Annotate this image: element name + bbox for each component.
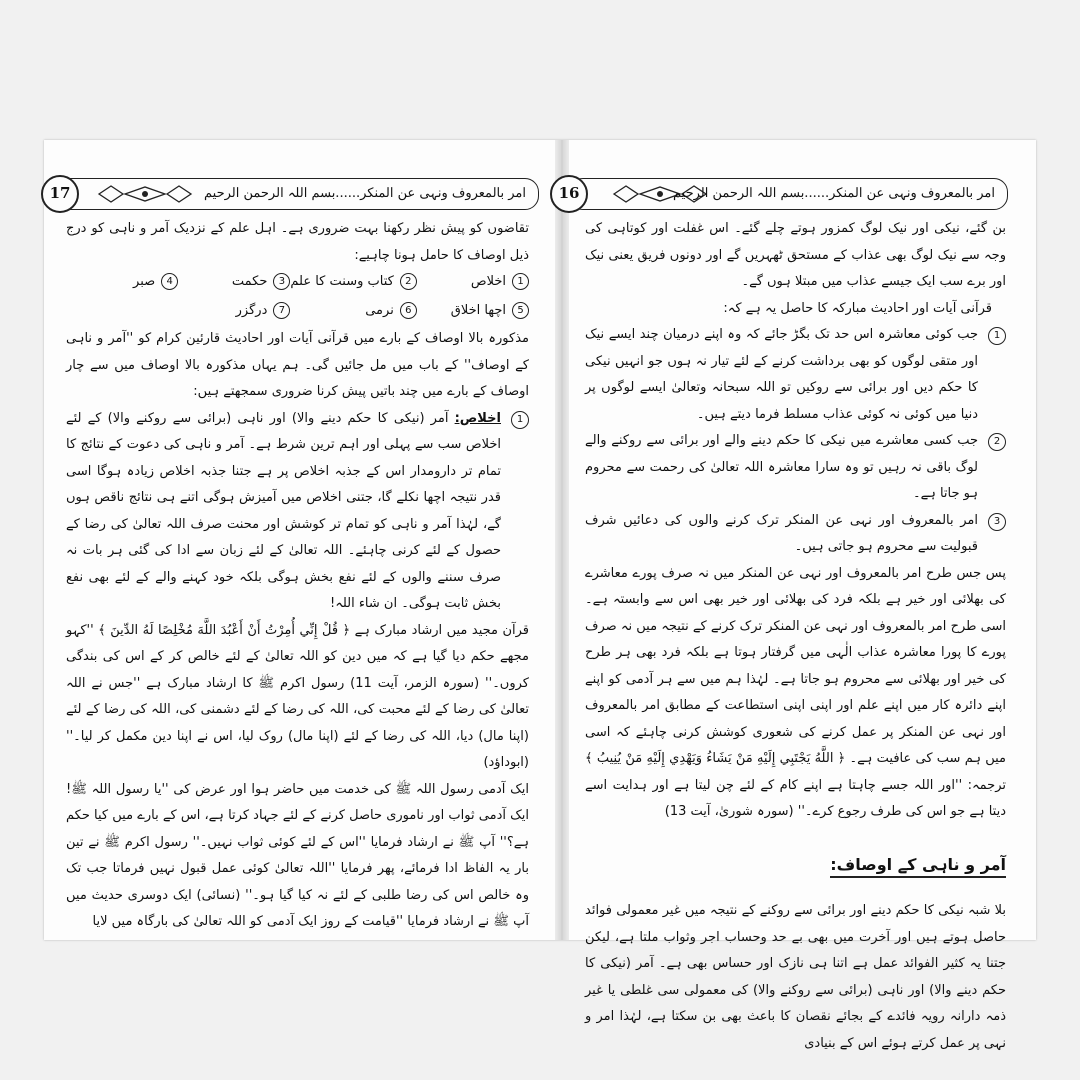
numbered-item (585, 322, 1006, 428)
header-title: امر بالمعروف ونہی عن المنکر......بسم اللہ الرحمن الرحیم (204, 186, 526, 201)
numbered-item (585, 508, 1006, 561)
numbered-item (66, 406, 529, 618)
summary-text: قرآنی آیات اور احادیث مبارکہ کا حاصل یہ ہے کہ: (723, 300, 992, 316)
item-number: 1 (511, 411, 529, 429)
paragraph: بلا شبہ نیکی کا حکم دینے اور برائی سے روکنے کے نتیجہ میں غیر معمولی فوائد حاصل ہوتے ہیں اور آخرت میں بھی بے حد وحساب اجر وثواب ملتا ہے، لیکن جتنا یہ کثیر الفوائد عمل ہے اتنا ہی نازک اور حساس بھی ہے۔ آمر (نیکی کا حکم دینے والا) اور ناہی (برائی سے روکنے والا) کی معمولی سی غلطی یا غیر ذمہ دارانہ رویہ فائدے کے بجائے نقصان کا باعث بھی بن سکتا ہے، لہٰذا امر و نہی پر عمل کرتے ہوئے اس کے بنیادی (585, 903, 1006, 1051)
quality-item: 6نرمی (290, 298, 416, 325)
header-title: امر بالمعروف ونہی عن المنکر......بسم اللہ الرحمن الرحیم (673, 186, 995, 201)
intro-text: تقاضوں کو پیش نظر رکھنا بہت ضروری ہے۔ اہل علم کے نزدیک آمر و ناہی کو درج ذیل اوصاف کا حامل ہونا چاہیے: (66, 221, 529, 263)
page-header (558, 178, 1008, 210)
book-spread (44, 140, 1036, 1051)
numbered-item (585, 428, 1006, 508)
page-number: 17 (41, 175, 79, 213)
item-text: جب کسی معاشرے میں نیکی کا حکم دینے والے اور برائی سے روکنے والے لوگ باقی نہ رہیں تو وہ سارا معاشرہ اللہ تعالیٰ کی رحمت سے محروم ہو جاتا ہے۔ (585, 433, 978, 501)
section-heading: آمر و ناہی کے اوصاف: (585, 852, 1006, 879)
item-number: 1 (988, 327, 1006, 345)
page-17 (44, 140, 555, 940)
book-gutter (555, 140, 569, 940)
quality-item: 1اخلاص (417, 269, 529, 296)
quality-item: 7درگزر (178, 298, 290, 325)
paragraph: مذکورہ بالا اوصاف کے بارے میں قرآنی آیات اور احادیث قارئین کرام کو ''آمر و ناہی کے اوصاف'' کے باب میں مل جائیں گی۔ ہم یہاں مذکورہ بالا اوصاف میں سے چار اوصاف کے بارے میں چند باتیں پیش کرنا ضروری سمجھتے ہیں: (66, 331, 529, 399)
paragraph: ایک آدمی رسول اللہ ﷺ کی خدمت میں حاضر ہوا اور عرض کی ''یا رسول اللہ ﷺ! ایک آدمی ثواب اور ناموری حاصل کرنے کے لئے جہاد کرتا ہے، اس کے بارے میں کیا حکم ہے؟'' آپ ﷺ نے ارشاد فرمایا ''اس کے لئے کوئی ثواب نہیں۔'' رسول اکرم ﷺ نے تین بار یہ الفاظ ادا فرمائے، پھر فرمایا ''اللہ تعالیٰ کوئی عمل قبول نہیں فرماتا جب تک وہ خالص اس کی رضا طلبی کے لئے نہ کیا گیا ہو۔'' (نسائی) ایک دوسری حدیث میں آپ ﷺ نے ارشاد فرمایا ''قیامت کے روز ایک آدمی کو اللہ تعالیٰ کی بارگاہ میں لایا (66, 781, 529, 929)
intro-text: بن گئے، نیکی اور نیک لوگ کمزور ہوتے چلے گئے۔ اس غفلت اور کوتاہی کی وجہ سے نیک لوگ بھی عذاب کے مستحق ٹھہریں گے اور دونوں فریق یعنی نیک اور برے سب ایک جیسے عذاب میں مبتلا ہوں گے۔ (585, 221, 1006, 289)
item-text: جب کوئی معاشرہ اس حد تک بگڑ جائے کہ وہ اپنے درمیان چند ایسے نیک اور متقی لوگوں کو بھی برداشت کرنے کے لئے تیار نہ ہوں جو انہیں نیکی کا حکم دیں اور برائی سے روکیں تو اللہ سبحانہ وتعالیٰ ایسے لوگوں پر دنیا میں کوئی نہ کوئی عذاب مسلط فرما دیتے ہیں۔ (585, 327, 978, 422)
qualities-list (66, 269, 529, 324)
header-ornament-icon (97, 183, 193, 205)
quality-item: 5اچھا اخلاق (417, 298, 529, 325)
quality-item: 4صبر (66, 269, 178, 296)
item-text: امر بالمعروف اور نہی عن المنکر ترک کرنے والوں کی دعائیں شرف قبولیت سے محروم ہو جاتی ہیں۔ (585, 512, 978, 554)
item-text: آمر (نیکی کا حکم دینے والا) اور ناہی (برائی سے روکنے والا) کے لئے اخلاص سب سے پہلی اور اہم ترین شرط ہے۔ آمر و ناہی کی دعوت کے نتائج کا تمام تر دارومدار اس کے جذبہ اخلاص پر ہے جتنا جذبہ اخلاص زیادہ ہوگا اسی قدر نتیجہ اچھا نکلے گا، جتنی اخلاص میں آمیزش ہوگی اتنے ہی نتائج ناقص ہوں گے، لہٰذا آمر و ناہی کو تمام تر کوشش اور محنت صرف اللہ تعالیٰ کی رضا کے حصول کے لئے کرنی چاہئے۔ اللہ تعالیٰ کے لئے زبان سے ادا کی گئی ہر بات نہ صرف سننے والوں کے لئے نفع بخش ہوگی بلکہ خود کہنے والے کے لئے بھی نفع بخش ثابت ہوگی۔ ان شاء اللہ! (66, 410, 501, 611)
quality-item: 2کتاب وسنت کا علم (290, 269, 416, 296)
page-number: 16 (550, 175, 588, 213)
paragraph: قرآن مجید میں ارشاد مبارک ہے ﴿ قُلْ إِنِّي أُمِرْتُ أَنْ أَعْبُدَ اللَّهَ مُخْلِصًا لَهُ الدِّينَ ﴾ ''کہو مجھے حکم دیا گیا ہے کہ میں دین کو اللہ تعالیٰ کے لئے خالص کر کے اس کی بندگی کروں۔'' (سورہ الزمر، آیت 11) رسول اکرم ﷺ کا ارشاد مبارک ہے ''جس نے اللہ تعالیٰ کی رضا کے لئے محبت کی، اللہ کی رضا کے لئے دشمنی کی، اللہ کی رضا کے لئے (اپنا مال) دیا، اللہ کی رضا کے لئے (اپنا مال) روک لیا، اس نے اپنا دین مکمل کر لیا۔'' (ابوداؤد) (66, 622, 529, 770)
quality-item: 3حکمت (178, 269, 290, 296)
page-body (585, 216, 1006, 1051)
item-number: 2 (988, 433, 1006, 451)
item-number: 3 (988, 513, 1006, 531)
page-16 (558, 140, 1036, 1051)
paragraph: پس جس طرح امر بالمعروف اور نہی عن المنکر میں نہ صرف پورے معاشرے کی بھلائی اور خیر ہے بلکہ فرد کی بھلائی اور خیر بھی اس سے وابستہ ہے۔ اسی طرح امر بالمعروف اور نہی عن المنکر ترک کرنے کے نتیجہ میں نہ صرف پورے کا پورا معاشرہ عذاب الٰہی میں گرفتار ہوتا ہے بلکہ فرد بھی ہر طرح کی خیر اور بھلائی سے محروم ہو جاتا ہے۔ لہٰذا ہم میں سے ہر آدمی کو اپنے اپنے دائرہ کار میں اپنے علم اور اپنی اپنی استطاعت کے مطابق امر بالمعروف اور نہی عن المنکر پر عمل کرنے کی شعوری کوشش کرنی چاہئے کہ اسی میں ہم سب کی عافیت ہے۔ ﴿ اللَّهُ يَجْتَبِي إِلَيْهِ مَنْ يَشَاءُ وَيَهْدِي إِلَيْهِ مَنْ يُنِيبُ ﴾ ترجمہ: ''اور اللہ جسے چاہتا ہے اپنے کام کے لئے چن لیتا ہے اور ہدایت اسے دیتا ہے جو اس کی طرف رجوع کرے۔'' (سورہ شوریٰ، آیت 13) (585, 565, 1006, 819)
page-header (49, 178, 539, 210)
item-heading: اخلاص: (454, 410, 501, 426)
page-body (66, 216, 529, 929)
